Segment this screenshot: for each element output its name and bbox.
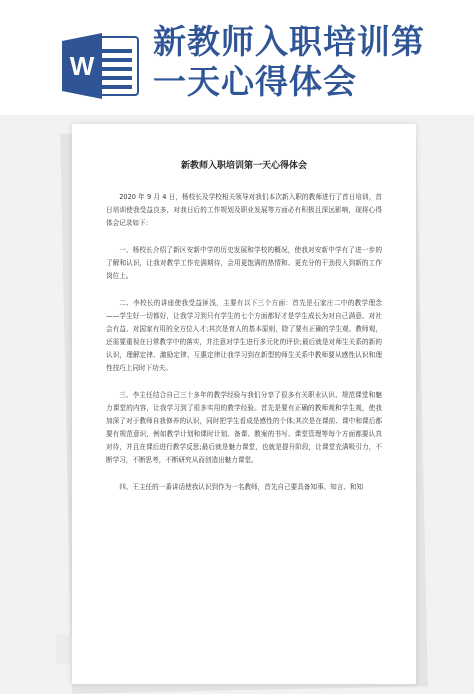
banner-title: 新教师入职培训第 一天心得体会 bbox=[153, 22, 425, 101]
paragraph-2: 一、杨校长介绍了新区安新中学的历史发展和学校的概况，使我对安新中学有了进一步的了解和认识，让我对教学工作充满期待，会用更饱满的热情和、更充分的干劲投入到新的工作岗位上。 bbox=[106, 246, 382, 280]
document-title: 新教师入职培训第一天心得体会 bbox=[180, 161, 307, 171]
paragraph-1: 2020 年 9 月 4 日，杨校长及学校相关领导对我们本次新入职的教师进行了首日培训，首日培训使我受益良多，对我日后的工作规划及职业发展等方面必有积极且深远影响，现将心得体会记录如下： bbox=[106, 193, 382, 227]
word-logo-letter: W bbox=[69, 51, 95, 81]
document-page bbox=[72, 124, 416, 684]
word-document-icon bbox=[62, 33, 140, 99]
paragraph-3: 二、李校长的讲座使我受益匪浅，主要有以下三个方面：首先是石家庄二中的教学理念——学生好一切都好，让我学习到只有学生的七个方面都好才是学生成长为对自己满意、对社会有益、对国家有用的全方位人才;其次是育人的基本原则，除了要有正确的学生观、教师观，还需要重视在日常教学中的落实，并注意对学生进行多元化的评价;最后就是对师生关系的新的认识，理解定律、激励定律、互惠定律让我学习到在新型的师生关系中教师要从感性认识和理性技巧上同时下功夫。 bbox=[106, 299, 382, 372]
paragraph-5: 四、王主任的一番讲话使我认识到作为一名教师，首先自己要具备知事、知言、和知 bbox=[119, 483, 364, 491]
paragraph-4: 三、李主任结合自己三十多年的教学经验与我们分享了很多有关职业认识、规范课堂和魅力课堂的内容，让我学习到了很多实用的教学经验。首先是要有正确的教师观和学生观，使我加深了对于教师自我修养的认识，同时把学生看成是感性的个体;其次是在课前、课中和课后都要有规范意识，例如教学计划和课时计划、备课、教案的书写、课堂管理等每个方面都要认真对待，并且在课后进行教学反思;最后就是魅力课堂，也就是提升阶段，让课堂充满吸引力，不断学习，不断思考，不断研究从而创造出魅力课堂。 bbox=[106, 391, 382, 464]
header-banner bbox=[0, 0, 474, 115]
